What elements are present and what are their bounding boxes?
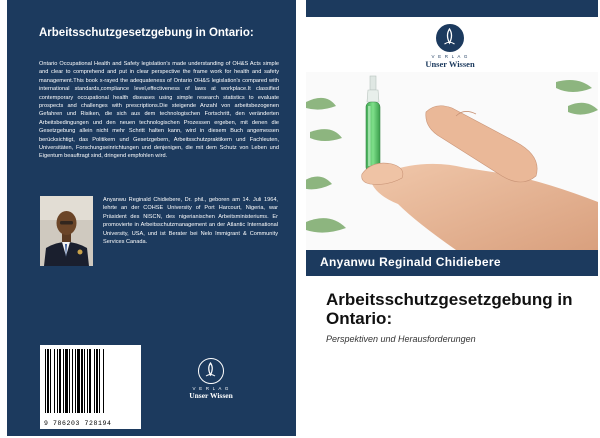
back-cover-title: Arbeitsschutzgesetzgebung in Ontario: (39, 27, 254, 39)
publisher-emblem-icon (198, 358, 224, 384)
front-header-band (306, 0, 598, 17)
publisher-verlag-label: V E R L A G (192, 386, 230, 391)
hand-holding-vial-icon (306, 72, 598, 250)
vial-icon (366, 76, 380, 172)
author-bio: Anyanwu Reginald Chidiebere, Dr. phil., geboren am 14. Juli 1964, lehrte an der COHSE University of Port Harcourt, Nigeria, war Präsident des NISCN, des nigerianischen Arbeitsministeriums. Er promovierte in Arbeitsschutzmanagement an der Atlantic International University, USA, und ist Berater bei Nelo Immigrant & Community Services Canada. (103, 197, 278, 246)
back-cover-description: Ontario Occupational Health and Safety legislation's made understanding of OH&S Acts simple and clear to comprehend and put in clear perspective the frame work for health and safety management.This book x-rayed the adequateness of Ontario OH&S legislation's compared with international standards,compliance level,effectiveness of laws at workplace.It classified contemporary occupational health diseases using simple research statistics to evaluate prospects and challenges with prescriptions.Die steigende Anzahl von arbeitsbezogenen Gefahren und Risiken, die sich aus dem technologischen Fortschritt, den veränderten Arbeitsbedingungen und den neuen technologischen Prozessen ergeben, mit denen die Gesetzgebung allein nicht mehr Schritt halten kann, wird in diesem Buch angemessen berücksichtigt, das Politikern und Gesetzgebern, Arbeitsschutzpraktikern und Fachleuten, Universitäten, Forschungseinrichtungen und denjenigen, die mit dem Schutz von Leben und Eigentum beauftragt sind, dringend empfohlen wird. (39, 61, 279, 160)
front-subtitle: Perspektiven und Herausforderungen (326, 334, 476, 344)
front-publisher-logo (412, 24, 488, 69)
publisher-verlag-label: V E R L A G (431, 54, 469, 59)
book-spine (296, 0, 306, 438)
author-portrait-icon (40, 196, 93, 266)
back-publisher-logo (181, 358, 241, 400)
barcode-number: 9 786203 728194 (44, 420, 112, 427)
cover-photo (306, 72, 598, 250)
back-cover (7, 0, 296, 436)
barcode (40, 345, 141, 429)
publisher-name: Unser Wissen (189, 391, 233, 400)
author-band (306, 250, 598, 276)
barcode-bars (40, 345, 141, 417)
front-title: Arbeitsschutzgesetzgebung in Ontario: (326, 290, 573, 328)
publisher-name: Unser Wissen (425, 59, 475, 69)
front-author-name: Anyanwu Reginald Chidiebere (320, 255, 501, 269)
publisher-emblem-icon (436, 24, 464, 52)
author-photo (40, 196, 93, 266)
